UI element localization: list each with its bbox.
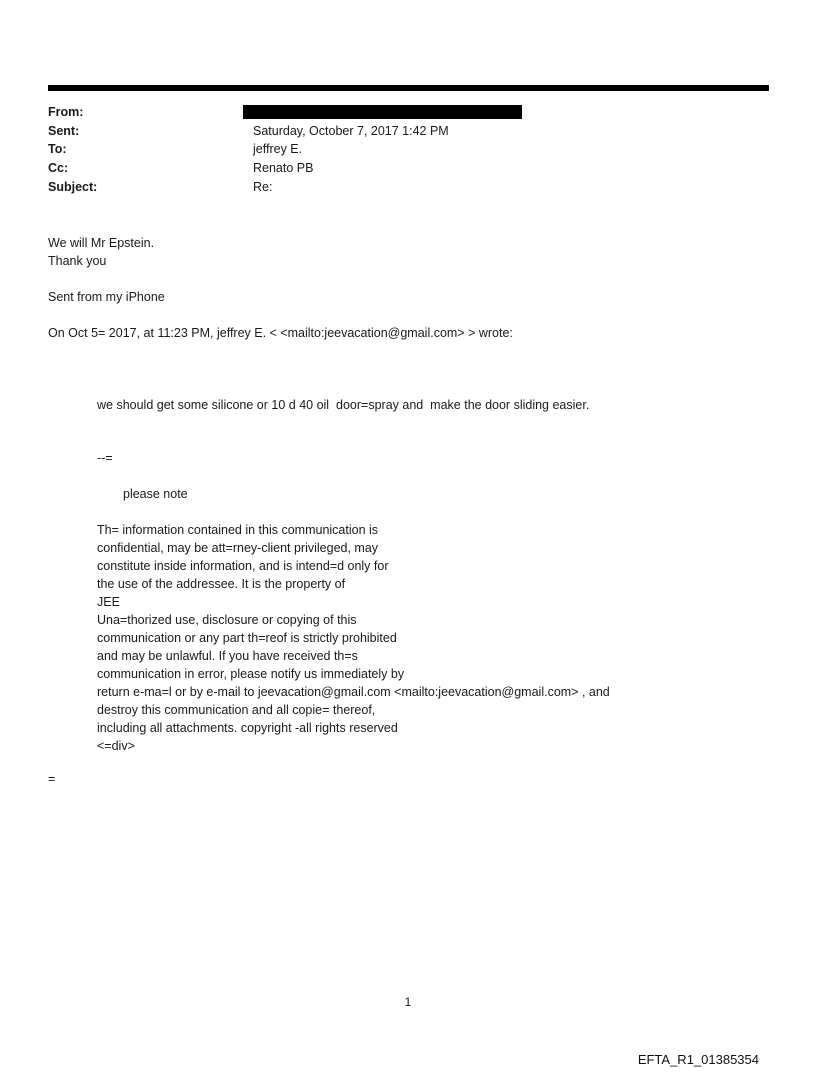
cc-value: Renato PB [253,161,314,176]
reply-message-block [48,234,154,270]
disclaimer-line: return e-ma=l or by e-mail to jeevacation@gmail.com <mailto:jeevacation@gmail.com> , and [97,685,610,699]
header-field-subject [48,178,608,197]
disclaimer-line: communication or any part th=reof is strictly prohibited [97,631,397,645]
disclaimer-line: the use of the addressee. It is the property of [97,577,346,591]
cc-label: Cc: [48,161,69,176]
quoted-email-attribution: On Oct 5= 2017, at 11:23 PM, jeffrey E. < <mailto:jeevacation@gmail.com> > wrote: [48,326,513,340]
trailing-equals-mark: = [48,772,56,786]
bates-stamp: EFTA_R1_01385354 [637,1052,759,1067]
page-number: 1 [404,995,412,1009]
quoted-message-text: we should get some silicone or 10 d 40 oil door=spray and make the door sliding easier. [97,398,590,412]
disclaimer-line: communication in error, please notify us immediately by [97,667,405,681]
header-field-from [48,103,608,122]
redaction-bar [243,105,522,119]
disclaimer-line: including all attachments. copyright -all rights reserved [97,721,398,735]
reply-line: Thank you [48,254,107,268]
mobile-signature: Sent from my iPhone [48,290,165,304]
header-field-sent [48,122,608,141]
disclaimer-line: JEE [97,595,120,609]
disclaimer-line: Th= information contained in this communication is [97,523,379,537]
reply-line: We will Mr Epstein. [48,236,155,250]
disclaimer-line: confidential, may be att=rney-client privileged, may [97,541,379,555]
header-field-cc [48,159,608,178]
sent-value: Saturday, October 7, 2017 1:42 PM [253,123,449,138]
please-note-label: please note [123,487,188,501]
subject-value: Re: [253,179,273,194]
disclaimer-line: and may be unlawful. If you have received th=s [97,649,358,663]
from-value [253,103,608,122]
header-field-to [48,140,608,159]
disclaimer-line: destroy this communication and all copie= thereof, [97,703,376,717]
from-label: From: [48,105,84,119]
sent-label: Sent: [48,123,80,138]
to-value: jeffrey E. [253,142,303,157]
signature-separator: --= [97,451,113,465]
disclaimer-line: Una=thorized use, disclosure or copying of this [97,613,357,627]
header-divider-rule [48,85,769,91]
to-label: To: [48,142,67,157]
disclaimer-line: <=div> [97,739,135,753]
disclaimer-line: constitute inside information, and is intend=d only for [97,559,389,573]
subject-label: Subject: [48,179,98,194]
legal-disclaimer-block [97,521,717,755]
email-header-block [48,103,608,197]
